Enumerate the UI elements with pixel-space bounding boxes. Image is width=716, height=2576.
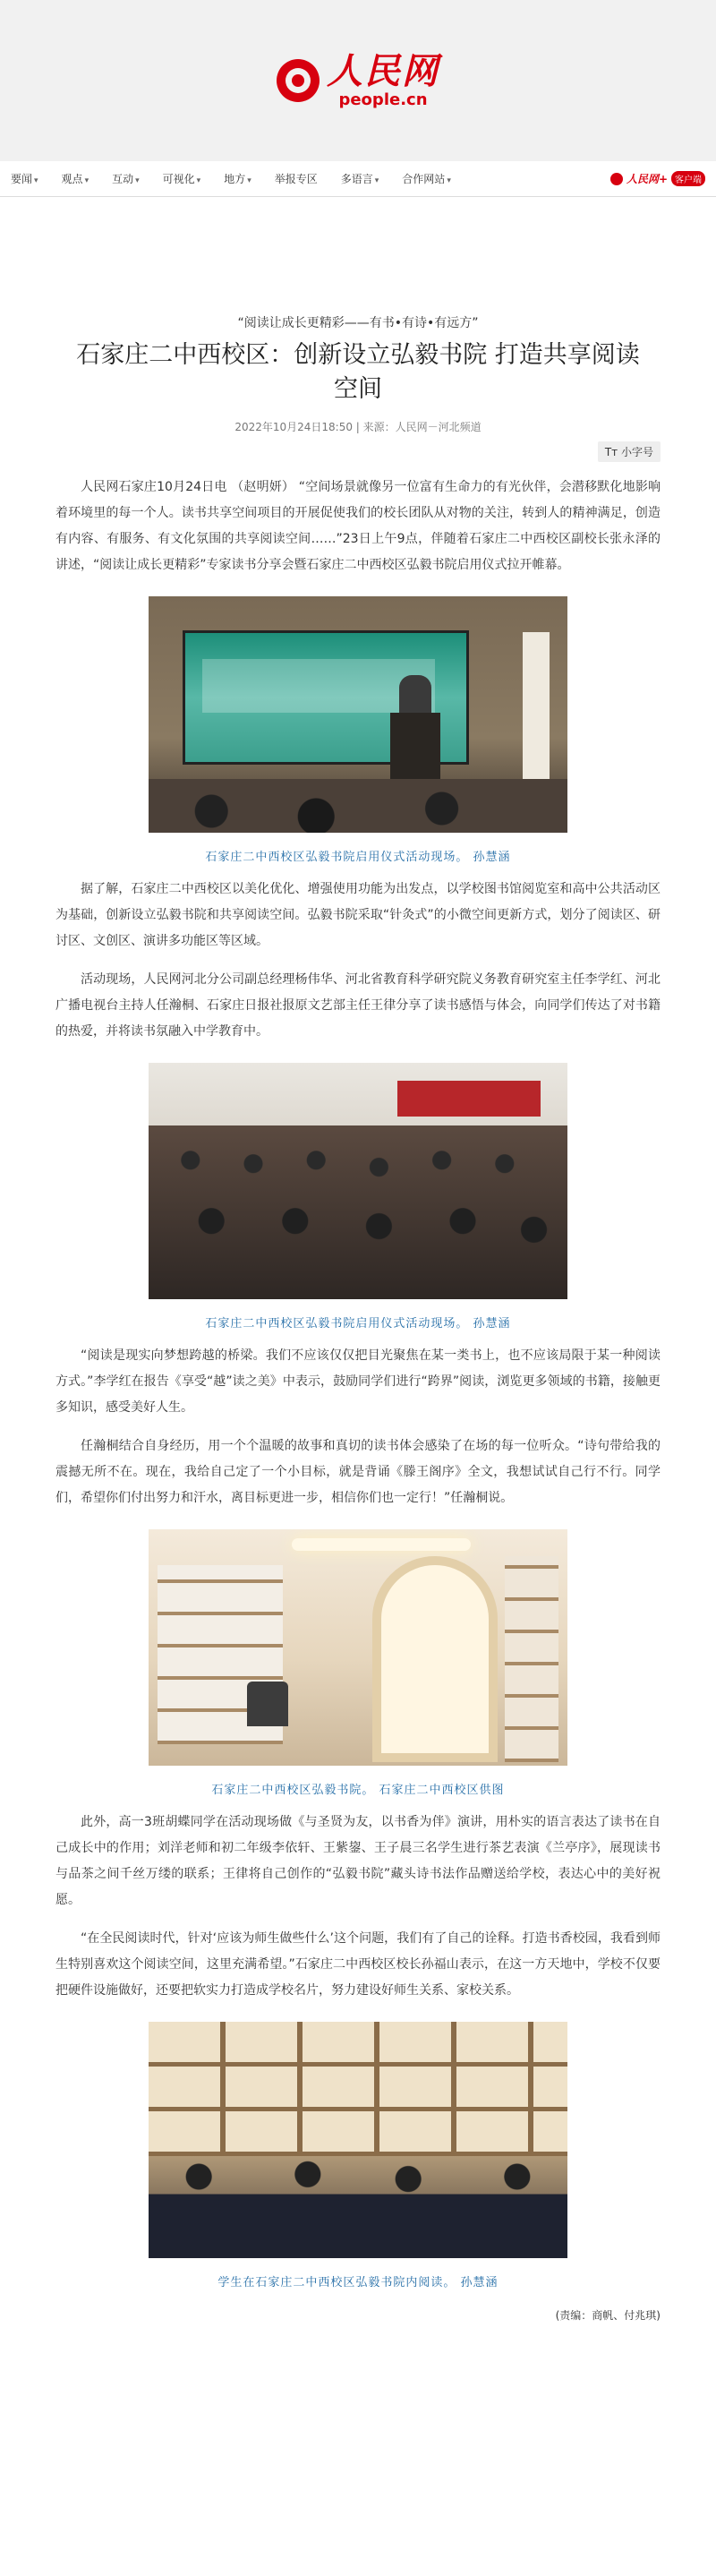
article-paragraph: 人民网石家庄10月24日电 （赵明妍） “空间场景就像另一位富有生命力的有光伙伴，会潜移默化地影响着环境里的每一个人。读书共享空间项目的开展促使我们的校长团队从对物的关注，转到人的精神满足，创造有内容、有服务、有文化氛围的共享阅读空间……”23日上午9点，伴随着石家庄二中西校区副校长张永泽的讲述，“阅读让成长更精彩”专家读书分享会暨石家庄二中西校区弘毅书院启用仪式拉开帷幕。 [55,480,661,572]
logo-english-text: people.cn [338,90,428,109]
article-paragraph: 任瀚桐结合自身经历，用一个个温暖的故事和真切的读书体会感染了在场的每一位听众。“诗句带给我的震撼无所不在。现在，我给自己定了一个小目标，就是背诵《滕王阁序》全文，我想试试自己行不行。同学们，希望你们付出努力和汗水，离目标更进一步，相信你们也一定行！”任瀚桐说。 [55,1439,661,1505]
main-nav [0,161,716,197]
article-paragraph: 活动现场，人民网河北分公司副总经理杨伟华、河北省教育科学研究院义务教育研究室主任李学红、河北广播电视台主持人任瀚桐、石家庄日报社报原文艺部主任王律分享了读书感悟与体会，向同学们传达了对书籍的热爱，并将读书氛融入中学教育中。 [55,972,661,1039]
photo-library-interior [149,1529,567,1766]
photo-caption: 学生在石家庄二中西校区弘毅书院内阅读。 孙慧涵 [217,2276,499,2289]
article-kicker: “阅读让成长更精彩——有书•有诗•有远方” [237,316,479,330]
article-figure [55,1529,661,1797]
nav-item-news[interactable]: 要闻 ▾ [11,173,38,185]
nav-item-report[interactable]: 举报专区 [274,173,318,185]
logo-chinese-text: 人民网 [327,50,439,92]
nav-item-visualization[interactable]: 可视化 ▾ [162,173,201,185]
article-figure [55,1063,661,1331]
photo-caption: 石家庄二中西校区弘毅书院。 石家庄二中西校区供图 [211,1784,505,1797]
article-paragraph: 此外，高一3班胡蝶同学在活动现场做《与圣贤为友，以书香为伴》演讲，用朴实的语言表达了读书在自己成长中的作用；刘洋老师和初二年级李依轩、王紫鋆、王子晨三名学生进行茶艺表演《兰亭序》，展现读书与品茶之间千丝万缕的联系；王律将自己创作的“弘毅书院”藏头诗书法作品赠送给学校，表达心中的美好祝愿。 [55,1815,661,1907]
logo-emblem-icon [277,59,320,102]
text-size-icon: Tт [604,446,621,458]
article-paragraph: “阅读是现实向梦想跨越的桥梁。我们不应该仅仅把目光聚焦在某一类书上，也不应该局限于某一种阅读方式。”李学红在报告《享受“越”读之美》中表示，鼓励同学们进行“跨界”阅读，浏览更多领域的书籍，接触更多知识，感受美好人生。 [55,1348,661,1415]
app-logo-icon [610,173,623,185]
article-paragraph: 据了解，石家庄二中西校区以美化优化、增强使用功能为出发点，以学校图书馆阅览室和高中公共活动区为基础，创新设立弘毅书院和共享阅读空间。弘毅书院采取“针灸式”的小微空间更新方式，划分了阅读区、研讨区、文创区、演讲多功能区等区域。 [55,882,661,948]
chevron-down-icon: ▾ [196,176,201,185]
chevron-down-icon: ▾ [135,176,140,185]
article-figure [55,2022,661,2289]
article [0,313,716,2323]
photo-caption: 石家庄二中西校区弘毅书院启用仪式活动现场。 孙慧涵 [205,1317,511,1331]
photo-students-reading [149,2022,567,2258]
nav-item-partners[interactable]: 合作网站 ▾ [402,173,451,185]
chevron-down-icon: ▾ [84,176,90,185]
chevron-down-icon: ▾ [374,176,379,185]
article-meta: 2022年10月24日18:50 | 来源：人民网－河北频道 [234,421,482,433]
site-logo[interactable] [277,52,439,109]
nav-item-languages[interactable]: 多语言 ▾ [340,173,379,185]
app-badge: 客户端 [671,171,705,186]
nav-item-opinion[interactable]: 观点 ▾ [61,173,90,185]
chevron-down-icon: ▾ [34,176,38,185]
nav-item-local[interactable]: 地方 ▾ [224,173,251,185]
photo-audience [149,1063,567,1299]
photo-caption: 石家庄二中西校区弘毅书院启用仪式活动现场。 孙慧涵 [205,851,511,864]
app-download-link[interactable] [610,171,705,186]
article-paragraph: “在全民阅读时代，针对‘应该为师生做些什么’这个问题，我们有了自己的诠释。打造书香校园，我看到师生特别喜欢这个阅读空间，这里充满希望。”石家庄二中西校区校长孙福山表示，在这一方天地中，学校不仅要把硬件设施做好，还要把软实力打造成学校名片，努力建设好师生关系、家校关系。 [55,1931,661,1998]
site-header [0,0,716,161]
font-size-toggle-button[interactable]: Tт 小字号 [598,441,661,462]
chevron-down-icon: ▾ [447,176,451,185]
article-title: 石家庄二中西校区：创新设立弘毅书院 打造共享阅读空间 [76,341,640,403]
photo-stage-ceremony [149,596,567,833]
app-name: 人民网+ [626,173,668,185]
article-figure [55,596,661,864]
editor-credit: (责编：商帆、付兆琪) [555,2309,661,2322]
nav-item-interaction[interactable]: 互动 ▾ [112,173,140,185]
chevron-down-icon: ▾ [247,176,251,185]
